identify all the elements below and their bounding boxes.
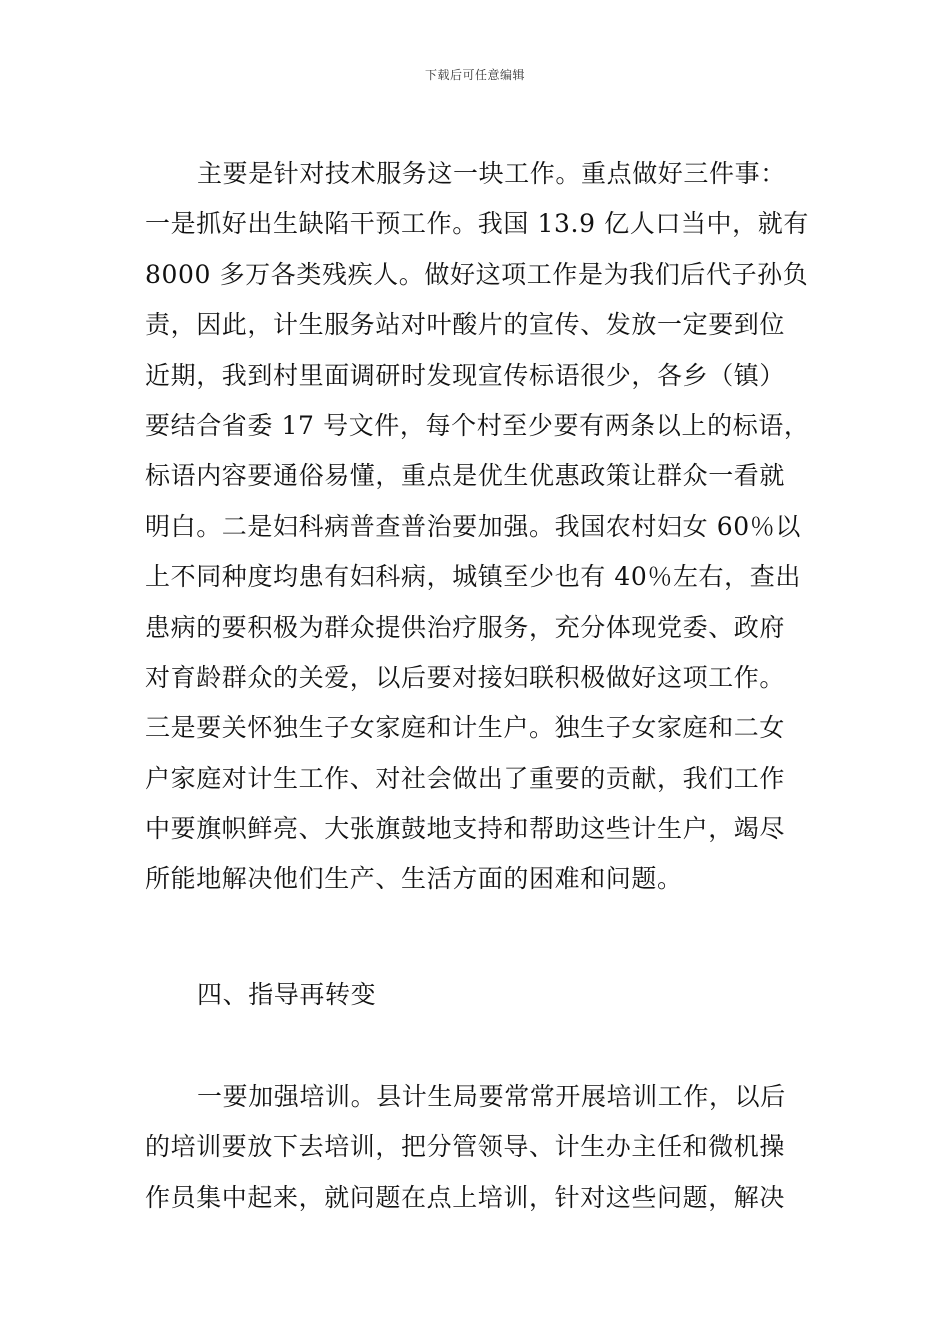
paragraph-line: 明白。二是妇科病普查普治要加强。我国农村妇女 60％以 [145,511,801,541]
section-heading: 四、指导再转变 [197,980,377,1009]
paragraph-line: 中要旗帜鲜亮、大张旗鼓地支持和帮助这些计生户，竭尽 [145,814,786,844]
paragraph-line: 患病的要积极为群众提供治疗服务，充分体现党委、政府 [145,612,786,642]
paragraph-line: 作员集中起来，就问题在点上培训，针对这些问题，解决 [145,1182,786,1212]
paragraph-2 [145,1072,805,1223]
paragraph-line: 上不同种度均患有妇科病，城镇至少也有 40％左右，查出 [145,562,801,592]
paragraph-line: 三是要关怀独生子女家庭和计生户。独生子女家庭和二女 [145,713,786,743]
paragraph-line: 户家庭对计生工作、对社会做出了重要的贡献，我们工作 [145,763,786,793]
paragraph-line: 责，因此，计生服务站对叶酸片的宣传、发放一定要到位 [145,310,786,340]
paragraph-line: 主要是针对技术服务这一块工作。重点做好三件事： [197,159,786,188]
paragraph-line: 要结合省委 17 号文件，每个村至少要有两条以上的标语， [145,410,810,440]
paragraph-line: 一是抓好出生缺陷干预工作。我国 13.9 亿人口当中，就有 [145,209,809,239]
paragraph-line: 标语内容要通俗易懂，重点是优生优惠政策让群众一看就 [145,461,786,491]
paragraph-line: 对育龄群众的关爱，以后要对接妇联积极做好这项工作。 [145,662,786,692]
paragraph-1 [145,149,810,905]
header-note: 下载后可任意编辑 [424,68,525,82]
paragraph-line: 8000 多万各类残疾人。做好这项工作是为我们后代子孙负 [145,259,809,289]
paragraph-line: 的培训要放下去培训，把分管领导、计生办主任和微机操 [145,1132,786,1162]
section-heading-block [145,970,805,1020]
paragraph-line: 所能地解决他们生产、生活方面的困难和问题。 [145,864,683,894]
paragraph-line: 一要加强培训。县计生局要常常开展培训工作，以后 [197,1082,786,1111]
paragraph-line: 近期，我到村里面调研时发现宣传标语很少，各乡（镇） [145,360,786,390]
